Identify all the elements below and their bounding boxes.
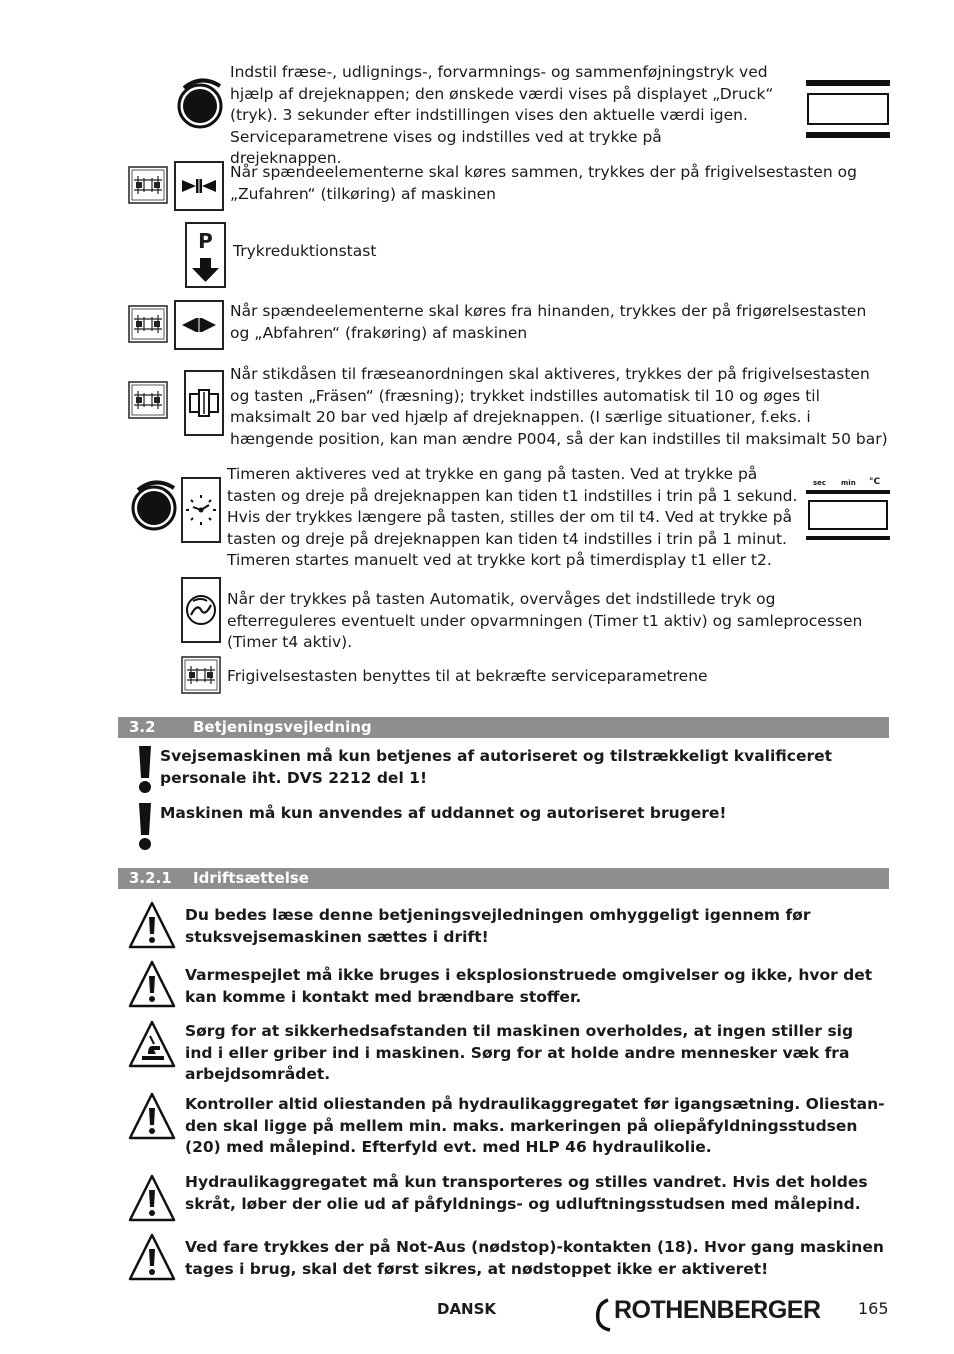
exclamation-icon	[136, 803, 154, 851]
warning-safety-distance: Sørg for at sikkerhedsafstanden til maskinen overholdes, at ingen stiller sig ind i eller griber ind i maskinen. Sørg for at holde andre mennesker væk fra arbejdsområdet.	[185, 1022, 854, 1084]
note-trained-users: Maskinen må kun anvendes af uddannet og autoriseret brugere!	[160, 804, 727, 822]
auto-description: Når der trykkes på tasten Automatik, overvåges det indstillede tryk og efterreguleres eventuelt under opvarmningen (Timer t1 aktiv) og samleprocessen (Timer t4 aktiv).	[227, 590, 863, 652]
pressure-display-icon	[806, 80, 890, 138]
warning-read-manual: Du bedes læse denne betjeningsvejledningen omhyggeligt igennem før stuksvejsemaskinen sættes i drift!	[185, 906, 811, 946]
automatic-icon	[183, 579, 219, 641]
section-title: Betjeningsvejledning	[193, 718, 372, 736]
open-clamps-key[interactable]	[174, 300, 224, 350]
warning-transport: Hydraulikaggregatet må kun transporteres og stilles vandret. Hvis det holdes skråt, løber der olie ud af påfyldnings- og udluftningsstudsen med målepind.	[185, 1173, 868, 1213]
close-description: Når spændeelementerne skal køres sammen, trykkes der på frigivelsestasten og „Zufahren“ (tilkøring) af maskinen	[230, 163, 857, 203]
page-number: 165	[858, 1299, 889, 1318]
release-key-icon[interactable]	[181, 656, 221, 694]
display-label-celsius: °C	[869, 477, 881, 487]
clock-icon	[183, 479, 219, 541]
release-key-icon[interactable]	[128, 381, 168, 419]
pressure-description: Trykreduktionstast	[233, 242, 377, 260]
timer-description: Timeren aktiveres ved at trykke en gang på tasten. Ved at trykke på tasten og dreje på drejeknappen kan tiden t1 indstilles i trin på 1 sekund. Hvis der trykkes længere på tasten, stilles der om til t4. Ved at trykke på tasten og dreje på drejeknappen kan tiden t4 indstilles i trin på 1 minut. Timeren startes manuelt ved at trykke kort på timerdisplay t1 eller t2.	[227, 465, 798, 570]
section-heading-3-2-1	[118, 868, 889, 889]
logo-swoosh-icon	[594, 1294, 614, 1334]
automatic-key[interactable]	[181, 577, 221, 643]
hand-crush-warning-icon	[128, 1020, 176, 1068]
warning-triangle-icon	[128, 1174, 176, 1222]
open-description: Når spændeelementerne skal køres fra hinanden, trykkes der på frigørelsestasten og „Abfahren“ (frakøring) af maskinen	[230, 302, 867, 342]
warning-triangle-icon	[128, 1233, 176, 1281]
display-label-min: min	[841, 479, 856, 487]
rotary-knob-icon[interactable]	[176, 74, 226, 132]
release-key-icon[interactable]	[128, 166, 168, 204]
milling-key[interactable]	[184, 370, 224, 436]
warning-explosion: Varmespejlet må ikke bruges i eksplosionstruede omgivelser og ikke, hvor det kan komme i kontakt med brændbare stoffer.	[185, 966, 873, 1006]
section-heading-3-2	[118, 717, 889, 738]
warning-oil-level: Kontroller altid oliestanden på hydraulikaggregatet før igangsætning. Oliestan-den skal ligge på mellem min. maks. markeringen på oliepåfyldningsstudsen (20) med målepind. Efterfyld evt. med HLP 46 hydraulikolie.	[185, 1095, 885, 1157]
footer-language: DANSK	[437, 1300, 497, 1318]
warning-triangle-icon	[128, 960, 176, 1008]
release-key-icon[interactable]	[128, 305, 168, 343]
section-number: 3.2	[129, 718, 156, 736]
warning-emergency-stop: Ved fare trykkes der på Not-Aus (nødstop)-kontakten (18). Hvor gang maskinen tages i brug, skal det først sikres, at nødstoppet ikke er aktiveret!	[185, 1238, 884, 1278]
timer-key[interactable]	[181, 477, 221, 543]
display-label-sec: sec	[813, 479, 827, 487]
milling-cutter-icon	[186, 372, 222, 434]
warning-triangle-icon	[128, 901, 176, 949]
section-number: 3.2.1	[129, 869, 172, 887]
p-key-letter: P	[198, 229, 213, 253]
section-title: Idriftsættelse	[193, 869, 309, 887]
down-arrow-icon	[187, 256, 224, 284]
arrows-outward-icon	[176, 302, 222, 348]
brand-name: ROTHENBERGER	[614, 1296, 821, 1324]
close-clamps-key[interactable]	[174, 161, 224, 211]
arrows-inward-icon	[176, 163, 222, 209]
note-authorized-personnel: Svejsemaskinen må kun betjenes af autoriseret og tilstrækkeligt kvalificeret personale iht. DVS 2212 del 1!	[160, 747, 833, 787]
release-description: Frigivelsestasten benyttes til at bekræfte serviceparametrene	[227, 667, 708, 685]
exclamation-icon	[136, 746, 154, 794]
mill-description: Når stikdåsen til fræseanordningen skal aktiveres, trykkes der på frigivelsestasten og tasten „Fräsen“ (fræsning); trykket indstilles automatisk til 10 og øges til maksimalt 20 bar ved hjælp af drejeknappen. (I særlige situationer, f.eks. i hængende position, kan man ændre P004, så der kan indstilles til maksimalt 50 bar)	[230, 365, 888, 448]
rotary-knob-icon[interactable]	[130, 476, 180, 534]
warning-triangle-icon	[128, 1092, 176, 1140]
knob-description: Indstil fræse-, udlignings-, forvarmnings- og sammenføjningstryk ved hjælp af drejeknappen; den ønskede værdi vises på displayet „Druck“ (tryk). 3 sekunder efter indstillingen vises den aktuelle værdi igen. Serviceparametrene vises og indstilles ved at trykke på drejeknappen.	[230, 63, 774, 168]
pressure-reduction-key[interactable]	[185, 222, 226, 288]
timer-display-icon	[806, 478, 890, 540]
